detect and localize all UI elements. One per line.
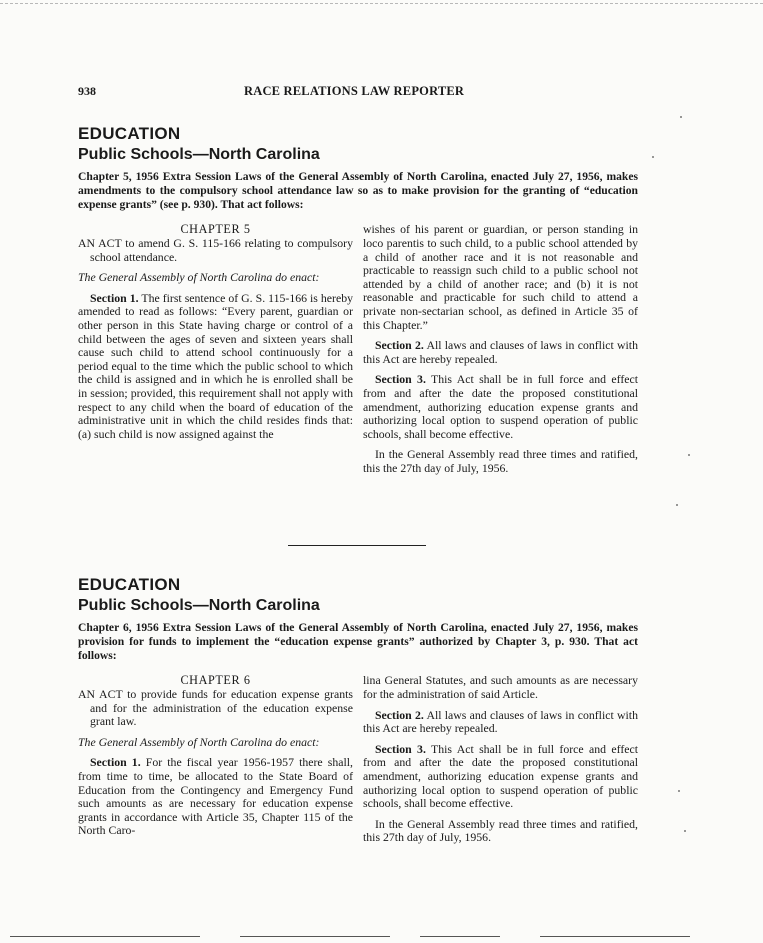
subcategory-heading: Public Schools—North Carolina <box>78 597 320 614</box>
enacting-clause: The General Assembly of North Carolina do enact: <box>78 270 320 285</box>
left-column <box>78 223 353 482</box>
scan-speck <box>688 454 690 456</box>
enacting-clause: The General Assembly of North Carolina do enact: <box>78 734 320 749</box>
scan-speck <box>684 830 686 832</box>
edge-segment <box>10 936 200 937</box>
category-heading: EDUCATION <box>78 124 181 143</box>
section-text: The first sentence of G. S. 115-166 is hereby amended to read as follows: “Every parent, guardian or other person in this State having charge or control of a child between the ages of seven and sixteen years shall cause such child to attend school continuously for a period equal to the time which the public school to which the child is assigned and in which he is enrolled shall be in session; provided, this requirement shall not apply with respect to any child when the board of education of the administrative unit in which the child resides finds that: (a) such child is now assigned against the <box>78 290 353 441</box>
headnote: Chapter 6, 1956 Extra Session Laws of the General Assembly of North Carolina, enacted July 27, 1956, makes provision for funds to implement the “education expense grants” authorized by Chapter 3, p. 930. That act follows: <box>78 621 638 662</box>
section-text: All laws and clauses of laws in conflict with this Act are hereby repealed. <box>363 707 638 736</box>
page-header <box>78 84 638 100</box>
section-label: Section 1. <box>90 290 139 305</box>
left-column <box>78 674 353 852</box>
right-column <box>363 674 638 852</box>
chapter-heading: CHAPTER 5 <box>180 222 251 237</box>
section-1-continued: lina General Statutes, and such amounts as are necessary for the administration of said Article. <box>363 673 638 701</box>
running-head: RACE RELATIONS LAW REPORTER <box>244 84 465 98</box>
section-text: This Act shall be in full force and effect from and after the date the proposed constitutional amendment, authorizing education expense grants and authorizing local option to suspend operation of public schools, shall become effective. <box>363 372 638 441</box>
section-text: For the fiscal year 1956-1957 there shall, from time to time, be allocated to the State Board of Education from the Contingency and Emergency Fund such amounts as are necessary for education expense grants in accordance with Article 35, Chapter 115 of the North Caro- <box>78 755 353 838</box>
section-3 <box>363 743 638 811</box>
article-chapter-5 <box>78 124 638 482</box>
scan-top-edge <box>0 3 763 4</box>
section-text: All laws and clauses of laws in conflict with this Act are hereby repealed. <box>363 338 638 366</box>
section-label: Section 2. <box>375 338 424 353</box>
headnote: Chapter 5, 1956 Extra Session Laws of the General Assembly of North Carolina, enacted July 27, 1956, makes amendments to the compulsory school attendance law so as to make provision for the granting of “education expense grants” (see p. 930). That act follows: <box>78 170 638 211</box>
act-title: AN ACT to provide funds for education expense grants and for the administration of the education expense grant law. <box>78 686 353 729</box>
two-column-body <box>78 223 638 482</box>
edge-segment <box>540 936 690 937</box>
scan-speck <box>652 156 654 158</box>
section-label: Section 2. <box>375 707 424 722</box>
scan-speck <box>678 790 680 792</box>
category-heading: EDUCATION <box>78 575 181 594</box>
ratification: In the General Assembly read three times and ratified, this the 27th day of July, 1956. <box>363 447 638 475</box>
section-label: Section 1. <box>90 755 141 770</box>
page-number: 938 <box>78 84 96 98</box>
section-2 <box>363 339 638 366</box>
act-title: AN ACT to amend G. S. 115-166 relating to compulsory school attendance. <box>78 235 353 264</box>
article-chapter-6 <box>78 575 638 852</box>
section-1 <box>78 756 353 838</box>
right-column <box>363 223 638 482</box>
two-column-body <box>78 674 638 852</box>
section-1 <box>78 292 353 442</box>
section-label: Section 3. <box>375 741 426 756</box>
section-3 <box>363 373 638 441</box>
chapter-heading: CHAPTER 6 <box>180 673 251 688</box>
section-1-continued: wishes of his parent or guardian, or person standing in loco parentis to such child, to a public school attended by a child of another race and it is not reasonable and practicable to reassign such child to a public school not attended by a child of another race; and (b) it is not reasonable and practicable for such child to attend a private non-sectarian school, as defined in Article 35 of this Chapter.” <box>363 222 638 332</box>
scan-speck <box>676 504 678 506</box>
scan-bottom-edge <box>0 936 763 940</box>
ratification: In the General Assembly read three times and ratified, this 27th day of July, 1956. <box>363 816 638 845</box>
section-text: This Act shall be in full force and effect from and after the date the proposed constitutional amendment, authorizing education expense grants and authorizing local option to suspend operation of public schools, shall become effective. <box>363 741 638 811</box>
subcategory-heading: Public Schools—North Carolina <box>78 146 320 163</box>
scan-speck <box>680 116 682 118</box>
section-label: Section 3. <box>375 372 426 387</box>
section-divider <box>288 545 426 546</box>
edge-segment <box>420 936 500 937</box>
edge-segment <box>240 936 390 937</box>
section-2 <box>363 709 638 736</box>
